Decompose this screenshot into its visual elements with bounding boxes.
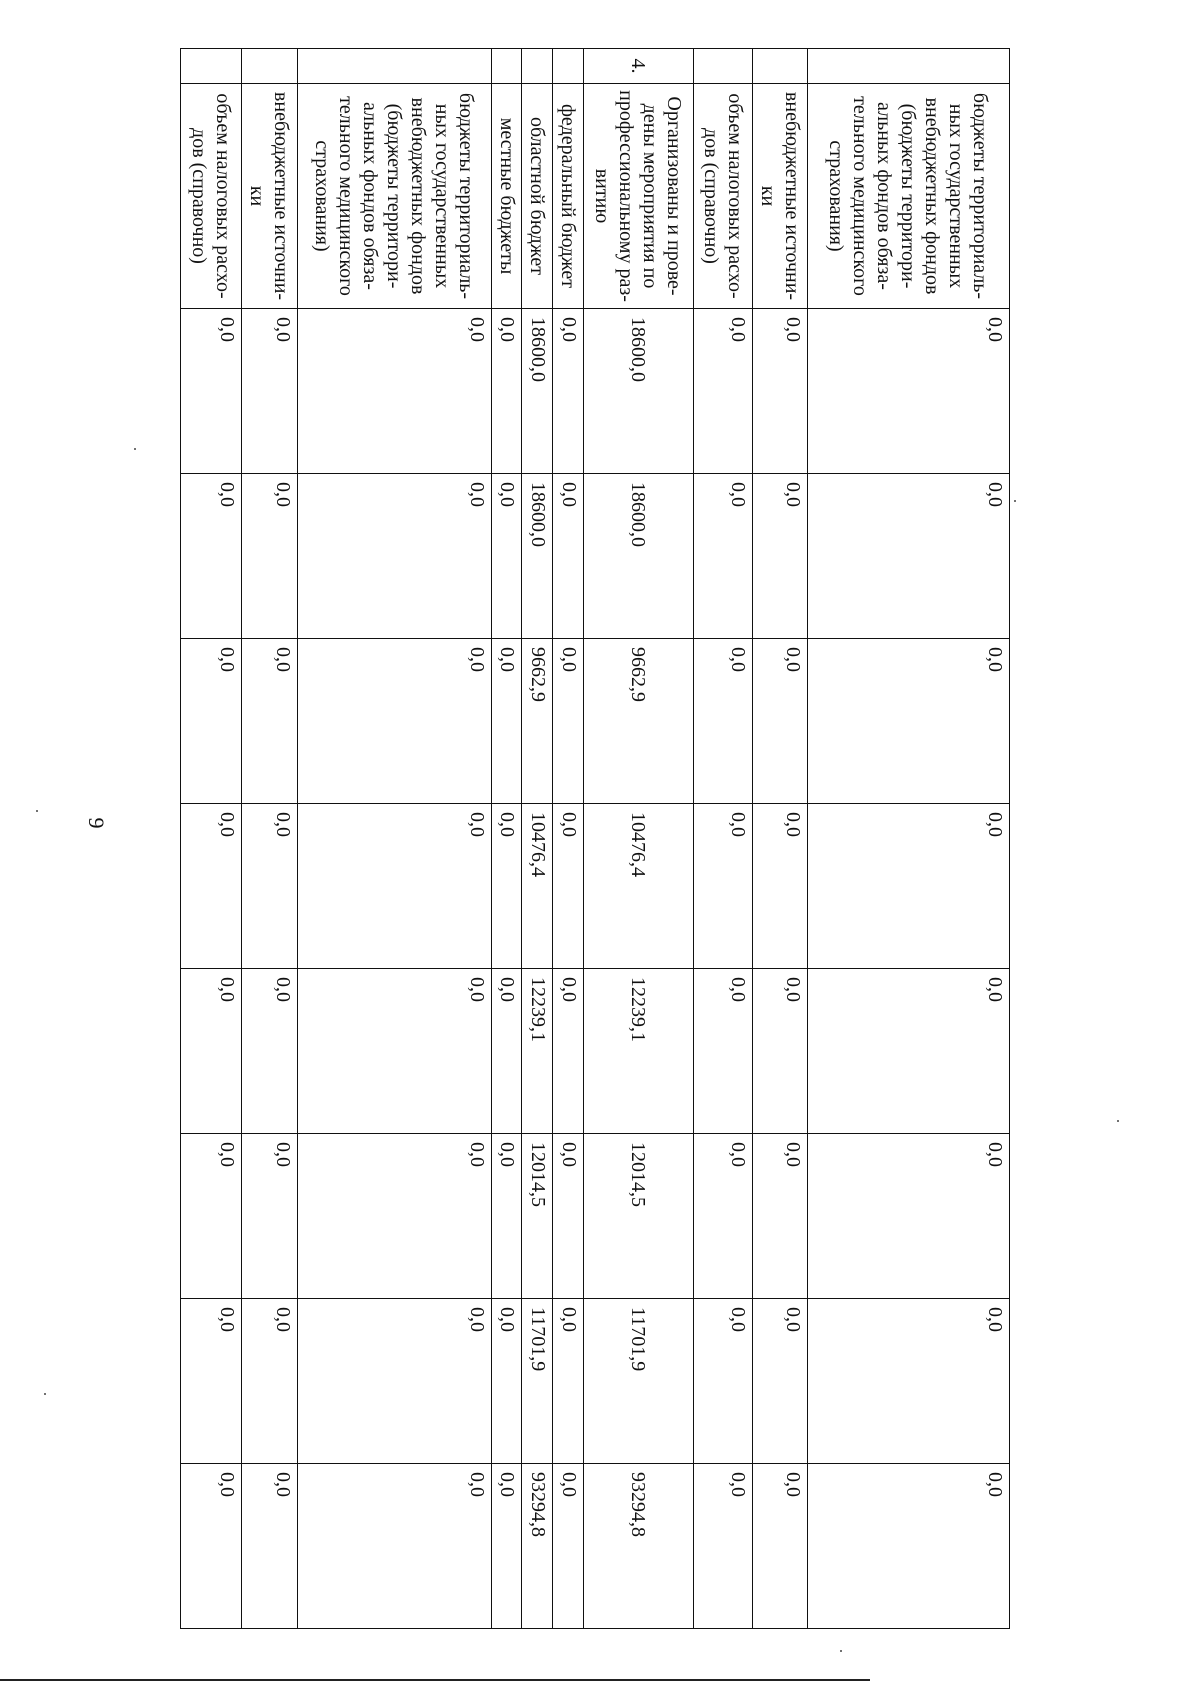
value-cell: 0,0 bbox=[807, 474, 1009, 639]
row-number-cell bbox=[242, 49, 297, 84]
value-cell: 0,0 bbox=[753, 1464, 807, 1629]
row-number-cell bbox=[491, 49, 522, 84]
row-number-cell bbox=[807, 49, 1009, 84]
value-cell: 0,0 bbox=[753, 639, 807, 804]
table-row bbox=[553, 49, 584, 1629]
value-cell: 0,0 bbox=[694, 1134, 753, 1299]
value-cell: 0,0 bbox=[694, 1464, 753, 1629]
value-cell: 18600,0 bbox=[583, 474, 693, 639]
value-cell: 0,0 bbox=[753, 804, 807, 969]
value-cell: 0,0 bbox=[491, 309, 522, 474]
value-cell: 0,0 bbox=[181, 1134, 242, 1299]
rotated-table-wrapper bbox=[180, 48, 1010, 1628]
scan-speck bbox=[36, 810, 38, 812]
value-cell: 9662,9 bbox=[522, 639, 553, 804]
value-cell: 0,0 bbox=[553, 1299, 584, 1464]
value-cell: 0,0 bbox=[297, 474, 491, 639]
value-cell: 0,0 bbox=[242, 1464, 297, 1629]
value-cell: 0,0 bbox=[181, 1299, 242, 1464]
value-cell: 0,0 bbox=[181, 639, 242, 804]
value-cell: 0,0 bbox=[694, 969, 753, 1134]
value-cell: 0,0 bbox=[694, 804, 753, 969]
row-number-cell bbox=[753, 49, 807, 84]
value-cell: 0,0 bbox=[553, 1134, 584, 1299]
row-label-cell: объем налоговых расхо-дов (справочно) bbox=[181, 84, 242, 309]
value-cell: 0,0 bbox=[242, 639, 297, 804]
value-cell: 0,0 bbox=[694, 639, 753, 804]
value-cell: 0,0 bbox=[181, 309, 242, 474]
row-number-cell bbox=[297, 49, 491, 84]
value-cell: 0,0 bbox=[553, 474, 584, 639]
value-cell: 0,0 bbox=[491, 969, 522, 1134]
row-label-cell: областной бюджет bbox=[522, 84, 553, 309]
value-cell: 0,0 bbox=[181, 1464, 242, 1629]
value-cell: 0,0 bbox=[242, 309, 297, 474]
table-row bbox=[807, 49, 1009, 1629]
value-cell: 0,0 bbox=[242, 1134, 297, 1299]
table-row bbox=[491, 49, 522, 1629]
table-row bbox=[181, 49, 242, 1629]
value-cell: 0,0 bbox=[491, 804, 522, 969]
value-cell: 0,0 bbox=[181, 804, 242, 969]
value-cell: 0,0 bbox=[553, 804, 584, 969]
value-cell: 0,0 bbox=[297, 1134, 491, 1299]
value-cell: 0,0 bbox=[491, 1464, 522, 1629]
value-cell: 12239,1 bbox=[522, 969, 553, 1134]
value-cell: 0,0 bbox=[242, 969, 297, 1134]
value-cell: 0,0 bbox=[181, 474, 242, 639]
value-cell: 0,0 bbox=[753, 1299, 807, 1464]
row-label-cell: внебюджетные источни-ки bbox=[242, 84, 297, 309]
row-label-cell: Организованы и прове-дены мероприятия по профессиональному раз-витию bbox=[583, 84, 693, 309]
value-cell: 0,0 bbox=[553, 309, 584, 474]
value-cell: 0,0 bbox=[553, 639, 584, 804]
value-cell: 0,0 bbox=[297, 804, 491, 969]
table-row bbox=[694, 49, 753, 1629]
value-cell: 0,0 bbox=[807, 1464, 1009, 1629]
row-number-cell: 4. bbox=[583, 49, 693, 84]
value-cell: 0,0 bbox=[491, 474, 522, 639]
table-row bbox=[753, 49, 807, 1629]
value-cell: 0,0 bbox=[753, 474, 807, 639]
value-cell: 0,0 bbox=[807, 969, 1009, 1134]
scan-speck bbox=[134, 448, 136, 450]
value-cell: 93294,8 bbox=[522, 1464, 553, 1629]
scan-speck bbox=[44, 1393, 46, 1395]
row-label-cell: бюджеты территориаль-ных государственных внебюджетных фондов (бюджеты территори-альных фондов обяза-тельного медицинского страхования) bbox=[297, 84, 491, 309]
value-cell: 11701,9 bbox=[522, 1299, 553, 1464]
scan-speck bbox=[1014, 500, 1016, 502]
scan-speck bbox=[840, 1650, 842, 1652]
scan-speck bbox=[1117, 1120, 1119, 1122]
value-cell: 0,0 bbox=[181, 969, 242, 1134]
value-cell: 0,0 bbox=[242, 474, 297, 639]
value-cell: 0,0 bbox=[297, 309, 491, 474]
value-cell: 9662,9 bbox=[583, 639, 693, 804]
value-cell: 0,0 bbox=[553, 969, 584, 1134]
value-cell: 0,0 bbox=[807, 804, 1009, 969]
row-number-cell bbox=[181, 49, 242, 84]
value-cell: 0,0 bbox=[553, 1464, 584, 1629]
value-cell: 0,0 bbox=[807, 1299, 1009, 1464]
page-number: 9 bbox=[84, 817, 109, 829]
row-label-cell: объем налоговых расхо-дов (справочно) bbox=[694, 84, 753, 309]
value-cell: 0,0 bbox=[297, 969, 491, 1134]
table-row bbox=[242, 49, 297, 1629]
value-cell: 0,0 bbox=[807, 309, 1009, 474]
value-cell: 0,0 bbox=[297, 1464, 491, 1629]
value-cell: 0,0 bbox=[242, 804, 297, 969]
value-cell: 0,0 bbox=[491, 1134, 522, 1299]
value-cell: 10476,4 bbox=[522, 804, 553, 969]
row-number-cell bbox=[553, 49, 584, 84]
value-cell: 0,0 bbox=[807, 639, 1009, 804]
value-cell: 10476,4 bbox=[583, 804, 693, 969]
value-cell: 11701,9 bbox=[583, 1299, 693, 1464]
bottom-rule bbox=[0, 1679, 870, 1681]
value-cell: 0,0 bbox=[491, 1299, 522, 1464]
value-cell: 0,0 bbox=[242, 1299, 297, 1464]
value-cell: 18600,0 bbox=[522, 474, 553, 639]
value-cell: 12239,1 bbox=[583, 969, 693, 1134]
value-cell: 18600,0 bbox=[522, 309, 553, 474]
value-cell: 18600,0 bbox=[583, 309, 693, 474]
budget-table bbox=[180, 48, 1010, 1629]
value-cell: 0,0 bbox=[491, 639, 522, 804]
row-number-cell bbox=[694, 49, 753, 84]
row-label-cell: внебюджетные источни-ки bbox=[753, 84, 807, 309]
table-body bbox=[181, 49, 1010, 1629]
row-label-cell: федеральный бюджет bbox=[553, 84, 584, 309]
value-cell: 0,0 bbox=[694, 309, 753, 474]
value-cell: 0,0 bbox=[297, 639, 491, 804]
value-cell: 0,0 bbox=[753, 309, 807, 474]
row-label-cell: бюджеты территориаль-ных государственных внебюджетных фондов (бюджеты территори-альных фондов обяза-тельного медицинского страхования) bbox=[807, 84, 1009, 309]
value-cell: 0,0 bbox=[694, 1299, 753, 1464]
table-row bbox=[583, 49, 693, 1629]
value-cell: 0,0 bbox=[753, 1134, 807, 1299]
value-cell: 0,0 bbox=[753, 969, 807, 1134]
value-cell: 0,0 bbox=[807, 1134, 1009, 1299]
table-row bbox=[522, 49, 553, 1629]
value-cell: 0,0 bbox=[694, 474, 753, 639]
value-cell: 93294,8 bbox=[583, 1464, 693, 1629]
value-cell: 0,0 bbox=[297, 1299, 491, 1464]
table-row bbox=[297, 49, 491, 1629]
row-number-cell bbox=[522, 49, 553, 84]
row-label-cell: местные бюджеты bbox=[491, 84, 522, 309]
value-cell: 12014,5 bbox=[522, 1134, 553, 1299]
value-cell: 12014,5 bbox=[583, 1134, 693, 1299]
